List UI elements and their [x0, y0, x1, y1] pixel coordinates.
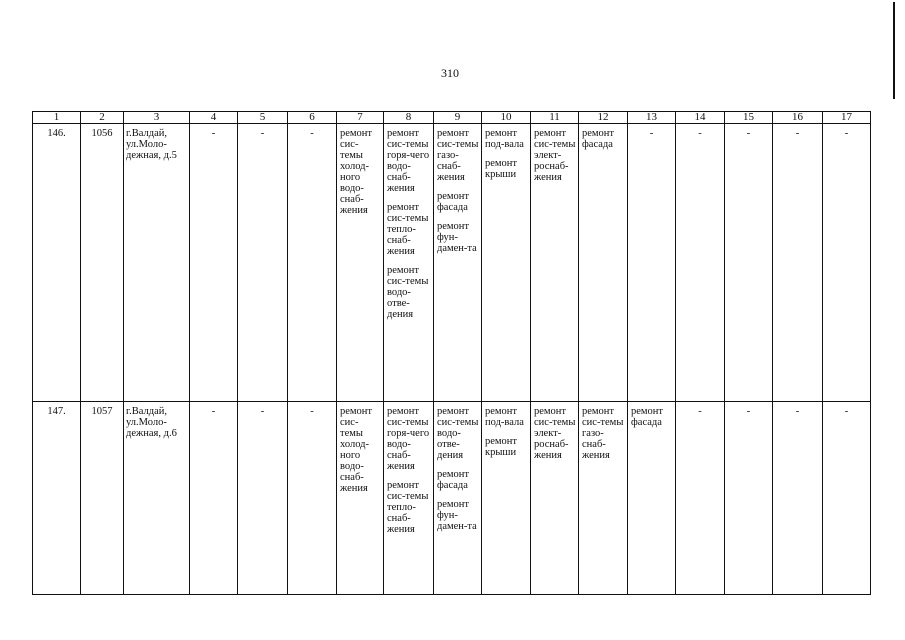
dash-cell: -	[676, 402, 725, 595]
dash-cell: -	[238, 124, 288, 402]
work-item: ремонт сис-темы элект-роснаб-жения	[534, 128, 576, 183]
work-item: ремонт под-вала	[485, 406, 524, 428]
dash-cell: -	[288, 124, 337, 402]
works-cell	[337, 124, 384, 402]
work-item: ремонт крыши	[485, 436, 518, 458]
header-cell: 12	[579, 112, 628, 124]
works-cell	[482, 124, 531, 402]
dash-cell: -	[773, 402, 823, 595]
table-row	[33, 124, 871, 402]
dash-cell: -	[288, 402, 337, 595]
dash-cell: -	[676, 124, 725, 402]
header-cell: 17	[823, 112, 871, 124]
work-item: ремонт сис-темы водо-отве-дения	[437, 406, 479, 461]
work-item: ремонт фасада	[437, 191, 470, 213]
work-item: ремонт фасада	[631, 406, 664, 428]
header-cell: 5	[238, 112, 288, 124]
work-item: ремонт сис-темы водо-отве-дения	[387, 265, 429, 320]
header-cell: 6	[288, 112, 337, 124]
row-number: 146.	[33, 124, 81, 402]
header-cell: 7	[337, 112, 384, 124]
header-cell: 4	[190, 112, 238, 124]
work-item: ремонт сис-темы холод-ного водо-снаб-жения	[340, 128, 373, 216]
header-cell: 3	[124, 112, 190, 124]
header-cell: 9	[434, 112, 482, 124]
building-code: 1057	[81, 402, 124, 595]
works-cell	[579, 124, 628, 402]
works-cell	[531, 402, 579, 595]
margin-rule	[893, 2, 895, 99]
dash-cell: -	[773, 124, 823, 402]
works-cell	[628, 402, 676, 595]
work-item: ремонт фун-дамен-та	[437, 499, 477, 532]
work-item: ремонт фасада	[437, 469, 470, 491]
work-item: ремонт сис-темы холод-ного водо-снаб-жения	[340, 406, 373, 494]
work-item: ремонт сис-темы тепло-снаб-жения	[387, 202, 429, 257]
header-cell: 15	[725, 112, 773, 124]
dash-cell: -	[725, 124, 773, 402]
work-item: ремонт сис-темы газо-снаб-жения	[582, 406, 624, 461]
works-cell	[384, 124, 434, 402]
header-cell: 11	[531, 112, 579, 124]
row-number: 147.	[33, 402, 81, 595]
works-cell	[579, 402, 628, 595]
dash-cell: -	[823, 402, 871, 595]
dash-cell: -	[190, 402, 238, 595]
works-cell	[434, 402, 482, 595]
address-cell: г.Валдай, ул.Моло-дежная, д.6	[124, 402, 190, 595]
dash-cell: -	[823, 124, 871, 402]
dash-cell: -	[190, 124, 238, 402]
work-item: ремонт сис-темы горя-чего водо-снаб-жения	[387, 128, 430, 194]
works-cell	[482, 402, 531, 595]
work-item: ремонт сис-темы элект-роснаб-жения	[534, 406, 576, 461]
header-cell: 2	[81, 112, 124, 124]
dash-cell: -	[628, 124, 676, 402]
header-cell: 13	[628, 112, 676, 124]
work-item: ремонт сис-темы газо-снаб-жения	[437, 128, 479, 183]
work-item: ремонт сис-темы горя-чего водо-снаб-жения	[387, 406, 430, 472]
header-row	[33, 112, 871, 124]
work-item: ремонт фун-дамен-та	[437, 221, 477, 254]
work-item: ремонт фасада	[582, 128, 615, 150]
header-cell: 8	[384, 112, 434, 124]
work-item: ремонт крыши	[485, 158, 518, 180]
header-cell: 16	[773, 112, 823, 124]
table-row	[33, 402, 871, 595]
header-cell: 14	[676, 112, 725, 124]
work-item: ремонт сис-темы тепло-снаб-жения	[387, 480, 429, 535]
works-cell	[384, 402, 434, 595]
header-cell: 1	[33, 112, 81, 124]
dash-cell: -	[725, 402, 773, 595]
address-cell: г.Валдай, ул.Моло-дежная, д.5	[124, 124, 190, 402]
page-number: 310	[441, 66, 459, 80]
works-cell	[531, 124, 579, 402]
building-code: 1056	[81, 124, 124, 402]
dash-cell: -	[238, 402, 288, 595]
works-cell	[337, 402, 384, 595]
repair-schedule-table	[32, 111, 871, 595]
works-cell	[434, 124, 482, 402]
work-item: ремонт под-вала	[485, 128, 524, 150]
header-cell: 10	[482, 112, 531, 124]
